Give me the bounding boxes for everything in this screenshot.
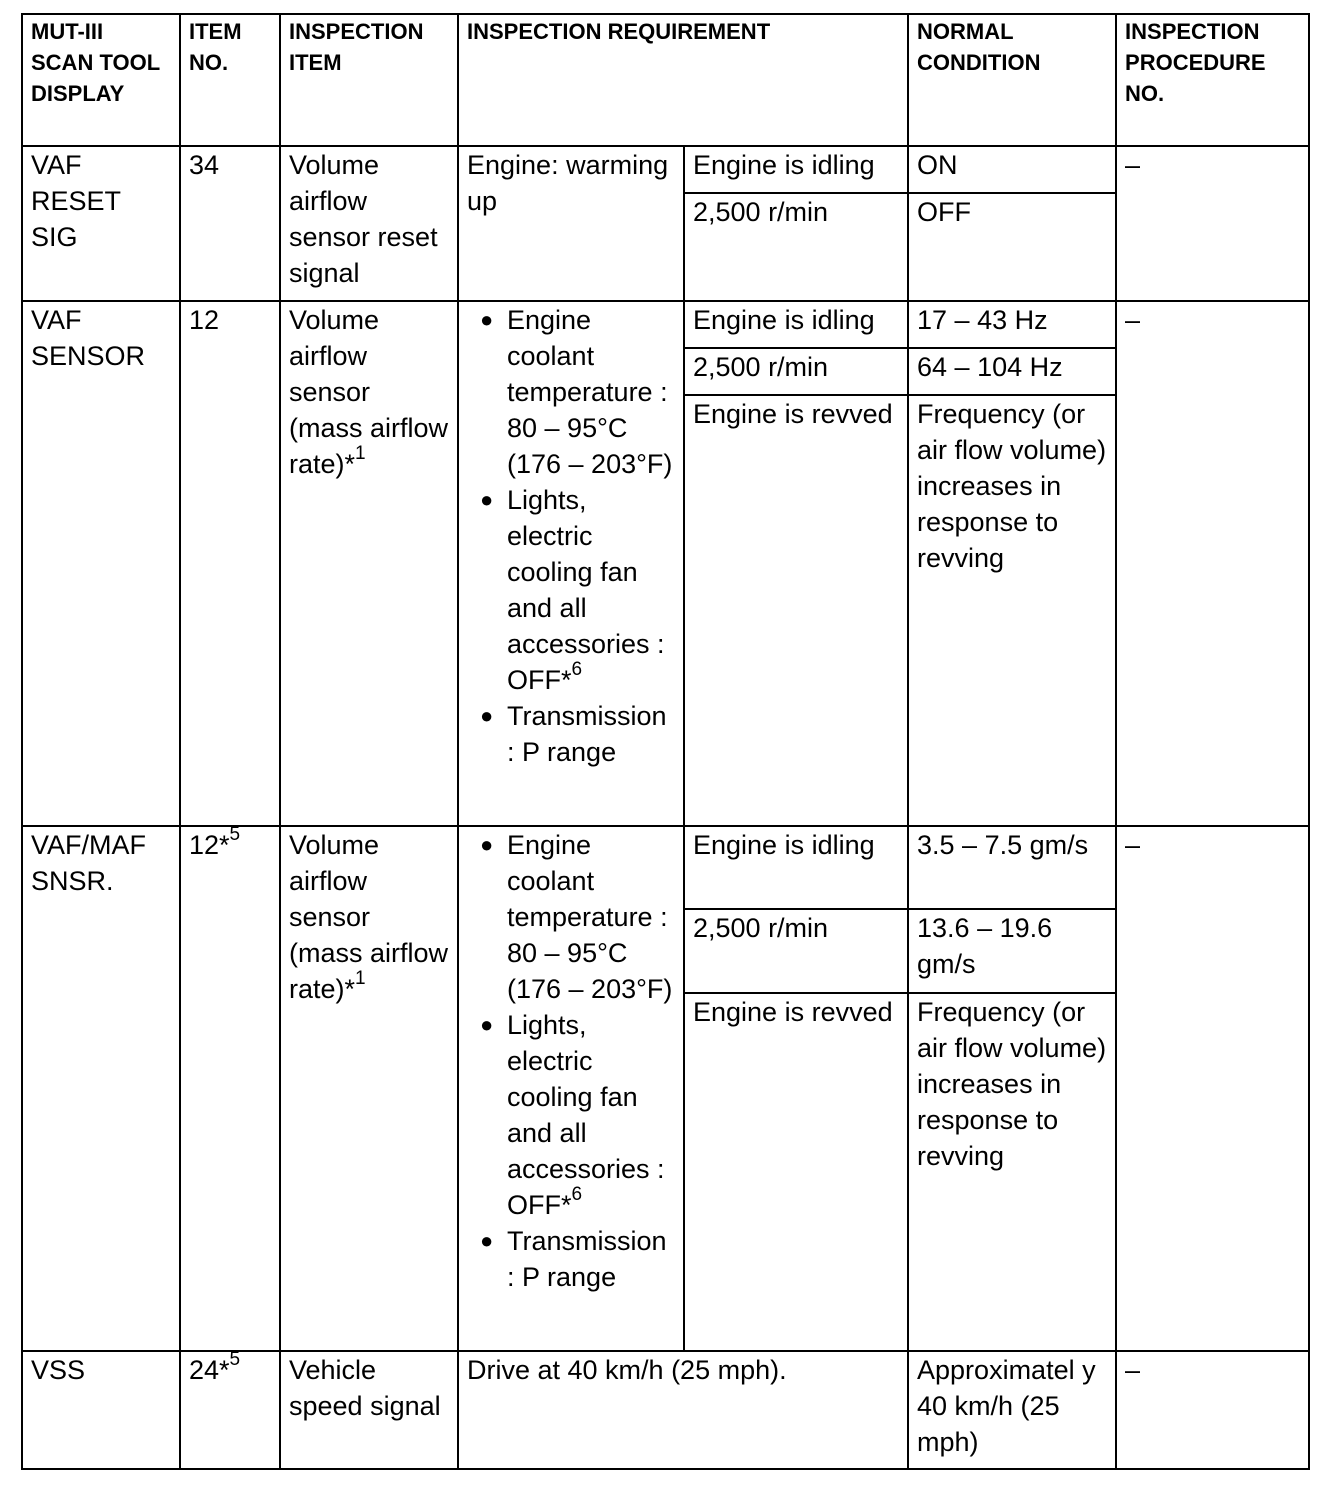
header-item-no: ITEM NO. <box>180 14 280 146</box>
condition-cell: Engine is revved <box>684 993 908 1351</box>
item-no-cell: 34 <box>180 146 280 301</box>
item-no-cell: 24*$^5$ <box>180 1351 280 1469</box>
requirement-bullet: ● Transmission : P range <box>467 1223 675 1295</box>
inspection-item-cell: Vehicle speed signal <box>280 1351 458 1469</box>
normal-cell: 13.6 – 19.6 gm/s <box>908 909 1116 993</box>
footnote-mark: 1 <box>355 968 366 989</box>
condition-cell: 2,500 r/min <box>684 348 908 395</box>
condition-cell: 2,500 r/min <box>684 909 908 993</box>
requirement-cell <box>458 826 684 1351</box>
table-row <box>22 826 1309 909</box>
condition-cell: Engine is idling <box>684 146 908 193</box>
header-inspection-item: INSPECTION ITEM <box>280 14 458 146</box>
header-procedure-no: INSPECTION PROCEDURE NO. <box>1116 14 1309 146</box>
bullet-icon: ● <box>480 703 494 728</box>
bullet-icon: ● <box>480 1228 494 1253</box>
header-display: MUT-III SCAN TOOL DISPLAY <box>22 14 180 146</box>
procedure-cell: – <box>1116 146 1309 301</box>
footnote-mark: 5 <box>229 824 241 845</box>
display-cell: VAF SENSOR <box>22 301 180 826</box>
inspection-item-cell <box>280 826 458 1351</box>
table-row <box>22 146 1309 193</box>
item-no-cell: 12*$^5$ <box>180 826 280 1351</box>
normal-cell: Frequency (or air flow volume) increases in response to revving <box>908 993 1116 1351</box>
condition-cell: Engine is idling <box>684 826 908 909</box>
bullet-icon: ● <box>480 307 494 332</box>
normal-cell: OFF <box>908 193 1116 301</box>
inspection-item-cell: Volume airflow sensor reset signal <box>280 146 458 301</box>
inspection-item-cell <box>280 301 458 826</box>
normal-cell: Frequency (or air flow volume) increases in response to revving <box>908 395 1116 826</box>
condition-cell: 2,500 r/min <box>684 193 908 301</box>
bullet-icon: ● <box>480 1012 494 1037</box>
inspection-item-text: Volume airflow sensor (mass airflow rate)* <box>289 830 449 1004</box>
requirement-bullet: ● Engine coolant temperature : 80 – 95°C (176 – 203°F) <box>467 302 675 482</box>
requirement-list <box>467 827 675 1295</box>
procedure-cell: – <box>1116 826 1309 1351</box>
normal-cell: 64 – 104 Hz <box>908 348 1116 395</box>
inspection-item-text: Volume airflow sensor (mass airflow rate)* <box>289 305 449 479</box>
table-row <box>22 301 1309 348</box>
inspection-table <box>21 13 1310 1470</box>
requirement-cell <box>458 301 684 826</box>
footnote-mark: 5 <box>229 1349 241 1370</box>
table-row <box>22 1351 1309 1469</box>
requirement-cell: Engine: warming up <box>458 146 684 301</box>
procedure-cell: – <box>1116 1351 1309 1469</box>
header-row <box>22 14 1309 146</box>
requirement-bullet: ● Lights, electric cooling fan and all accessories : OFF*$^6$ <box>467 482 675 698</box>
display-cell: VAF RESET SIG <box>22 146 180 301</box>
item-no-cell: 12 <box>180 301 280 826</box>
condition-cell: Engine is idling <box>684 301 908 348</box>
procedure-cell: – <box>1116 301 1309 826</box>
requirement-bullet: ● Lights, electric cooling fan and all accessories : OFF*$^6$ <box>467 1007 675 1223</box>
normal-cell: ON <box>908 146 1116 193</box>
condition-cell: Engine is revved <box>684 395 908 826</box>
bullet-icon: ● <box>480 832 494 857</box>
requirement-list <box>467 302 675 770</box>
normal-cell: 3.5 – 7.5 gm/s <box>908 826 1116 909</box>
footnote-mark: 1 <box>355 443 366 464</box>
normal-cell: Approximatel y 40 km/h (25 mph) <box>908 1351 1116 1469</box>
header-requirement: INSPECTION REQUIREMENT <box>458 14 908 146</box>
header-normal-condition: NORMAL CONDITION <box>908 14 1116 146</box>
requirement-cell: Drive at 40 km/h (25 mph). <box>458 1351 908 1469</box>
requirement-bullet: ● Transmission : P range <box>467 698 675 770</box>
footnote-mark: 6 <box>571 1184 583 1205</box>
requirement-bullet: ● Engine coolant temperature : 80 – 95°C (176 – 203°F) <box>467 827 675 1007</box>
display-cell: VSS <box>22 1351 180 1469</box>
normal-cell: 17 – 43 Hz <box>908 301 1116 348</box>
bullet-icon: ● <box>480 487 494 512</box>
footnote-mark: 6 <box>571 659 583 680</box>
display-cell: VAF/MAF SNSR. <box>22 826 180 1351</box>
